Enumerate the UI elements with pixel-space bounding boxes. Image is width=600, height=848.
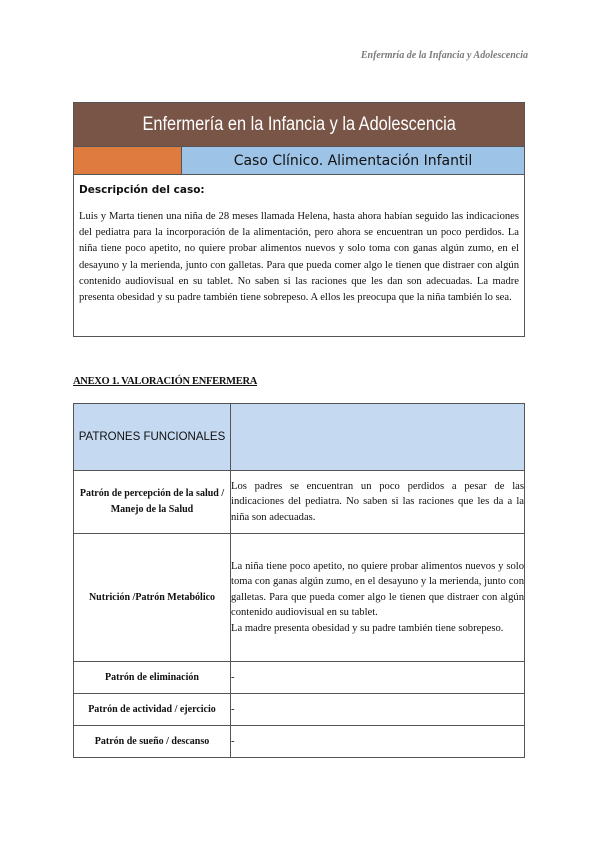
description-heading: Descripción del caso: — [79, 184, 205, 196]
pattern-name: Patrón de actividad / ejercicio — [74, 694, 231, 726]
pattern-description: - — [231, 662, 525, 694]
pattern-name: Patrón de sueño / descanso — [74, 726, 231, 758]
pattern-name: Nutrición /Patrón Metabólico — [74, 534, 231, 662]
pattern-paragraph: La niña tiene poco apetito, no quiere probar alimentos nuevos y solo toma con ganas algún zumo, en el desayuno y la merienda, junto con galletas. Para que pueda comer algo le tienen que distraer con algún contenido audiovisual en su tablet. — [231, 560, 524, 619]
subtitle-bar — [182, 147, 524, 174]
subtitle-accent-block — [74, 147, 182, 174]
table-row — [74, 662, 525, 694]
table-row — [74, 534, 525, 662]
pattern-name: Patrón de eliminación — [74, 662, 231, 694]
pattern-paragraph: Los padres se encuentran un poco perdidos a pesar de las indicaciones del pediatra. No saben si las raciones que les da a la niña son adecuadas. — [231, 480, 524, 523]
pattern-description: - — [231, 694, 525, 726]
case-title: Enfermería en la Infancia y la Adolescencia — [142, 113, 456, 135]
subtitle-row — [74, 147, 524, 175]
running-header: Enfermría de la Infancia y Adolescencia — [360, 50, 528, 61]
table-row — [74, 694, 525, 726]
description-text: Luis y Marta tienen una niña de 28 meses llamada Helena, hasta ahora habían seguido las indicaciones del pediatra para la incorporación de la alimentación, pero ahora se encuentran un poco perdidos. La niña tiene poco apetito, no quiere probar alimentos nuevos y solo toma con ganas algún zumo, en el desayuno y la merienda, junto con galletas. Para que pueda comer algo le tienen que distraer con algún contenido audiovisual en su tablet. No saben si las raciones que les dan son adecuadas. La madre presenta obesidad y su padre también tiene sobrepeso. A ellos les preocupa que la niña también lo sea. — [79, 211, 519, 304]
case-subtitle: Caso Clínico. Alimentación Infantil — [233, 152, 473, 169]
annex-title: ANEXO 1. VALORACIÓN ENFERMERA — [73, 376, 258, 387]
case-title-bar — [74, 103, 524, 147]
assessment-table — [73, 403, 525, 758]
table-row — [74, 471, 525, 534]
pattern-description: - — [231, 726, 525, 758]
table-header-row — [74, 404, 525, 471]
pattern-description — [231, 534, 525, 662]
pattern-description — [231, 471, 525, 534]
table-header-cell: PATRONES FUNCIONALES — [74, 404, 231, 471]
case-box — [73, 102, 525, 337]
pattern-name: Patrón de percepción de la salud / Manejo de la Salud — [74, 471, 231, 534]
table-row — [74, 726, 525, 758]
table-header-empty-cell — [231, 404, 525, 471]
pattern-paragraph: La madre presenta obesidad y su padre también tiene sobrepeso. — [231, 622, 504, 634]
